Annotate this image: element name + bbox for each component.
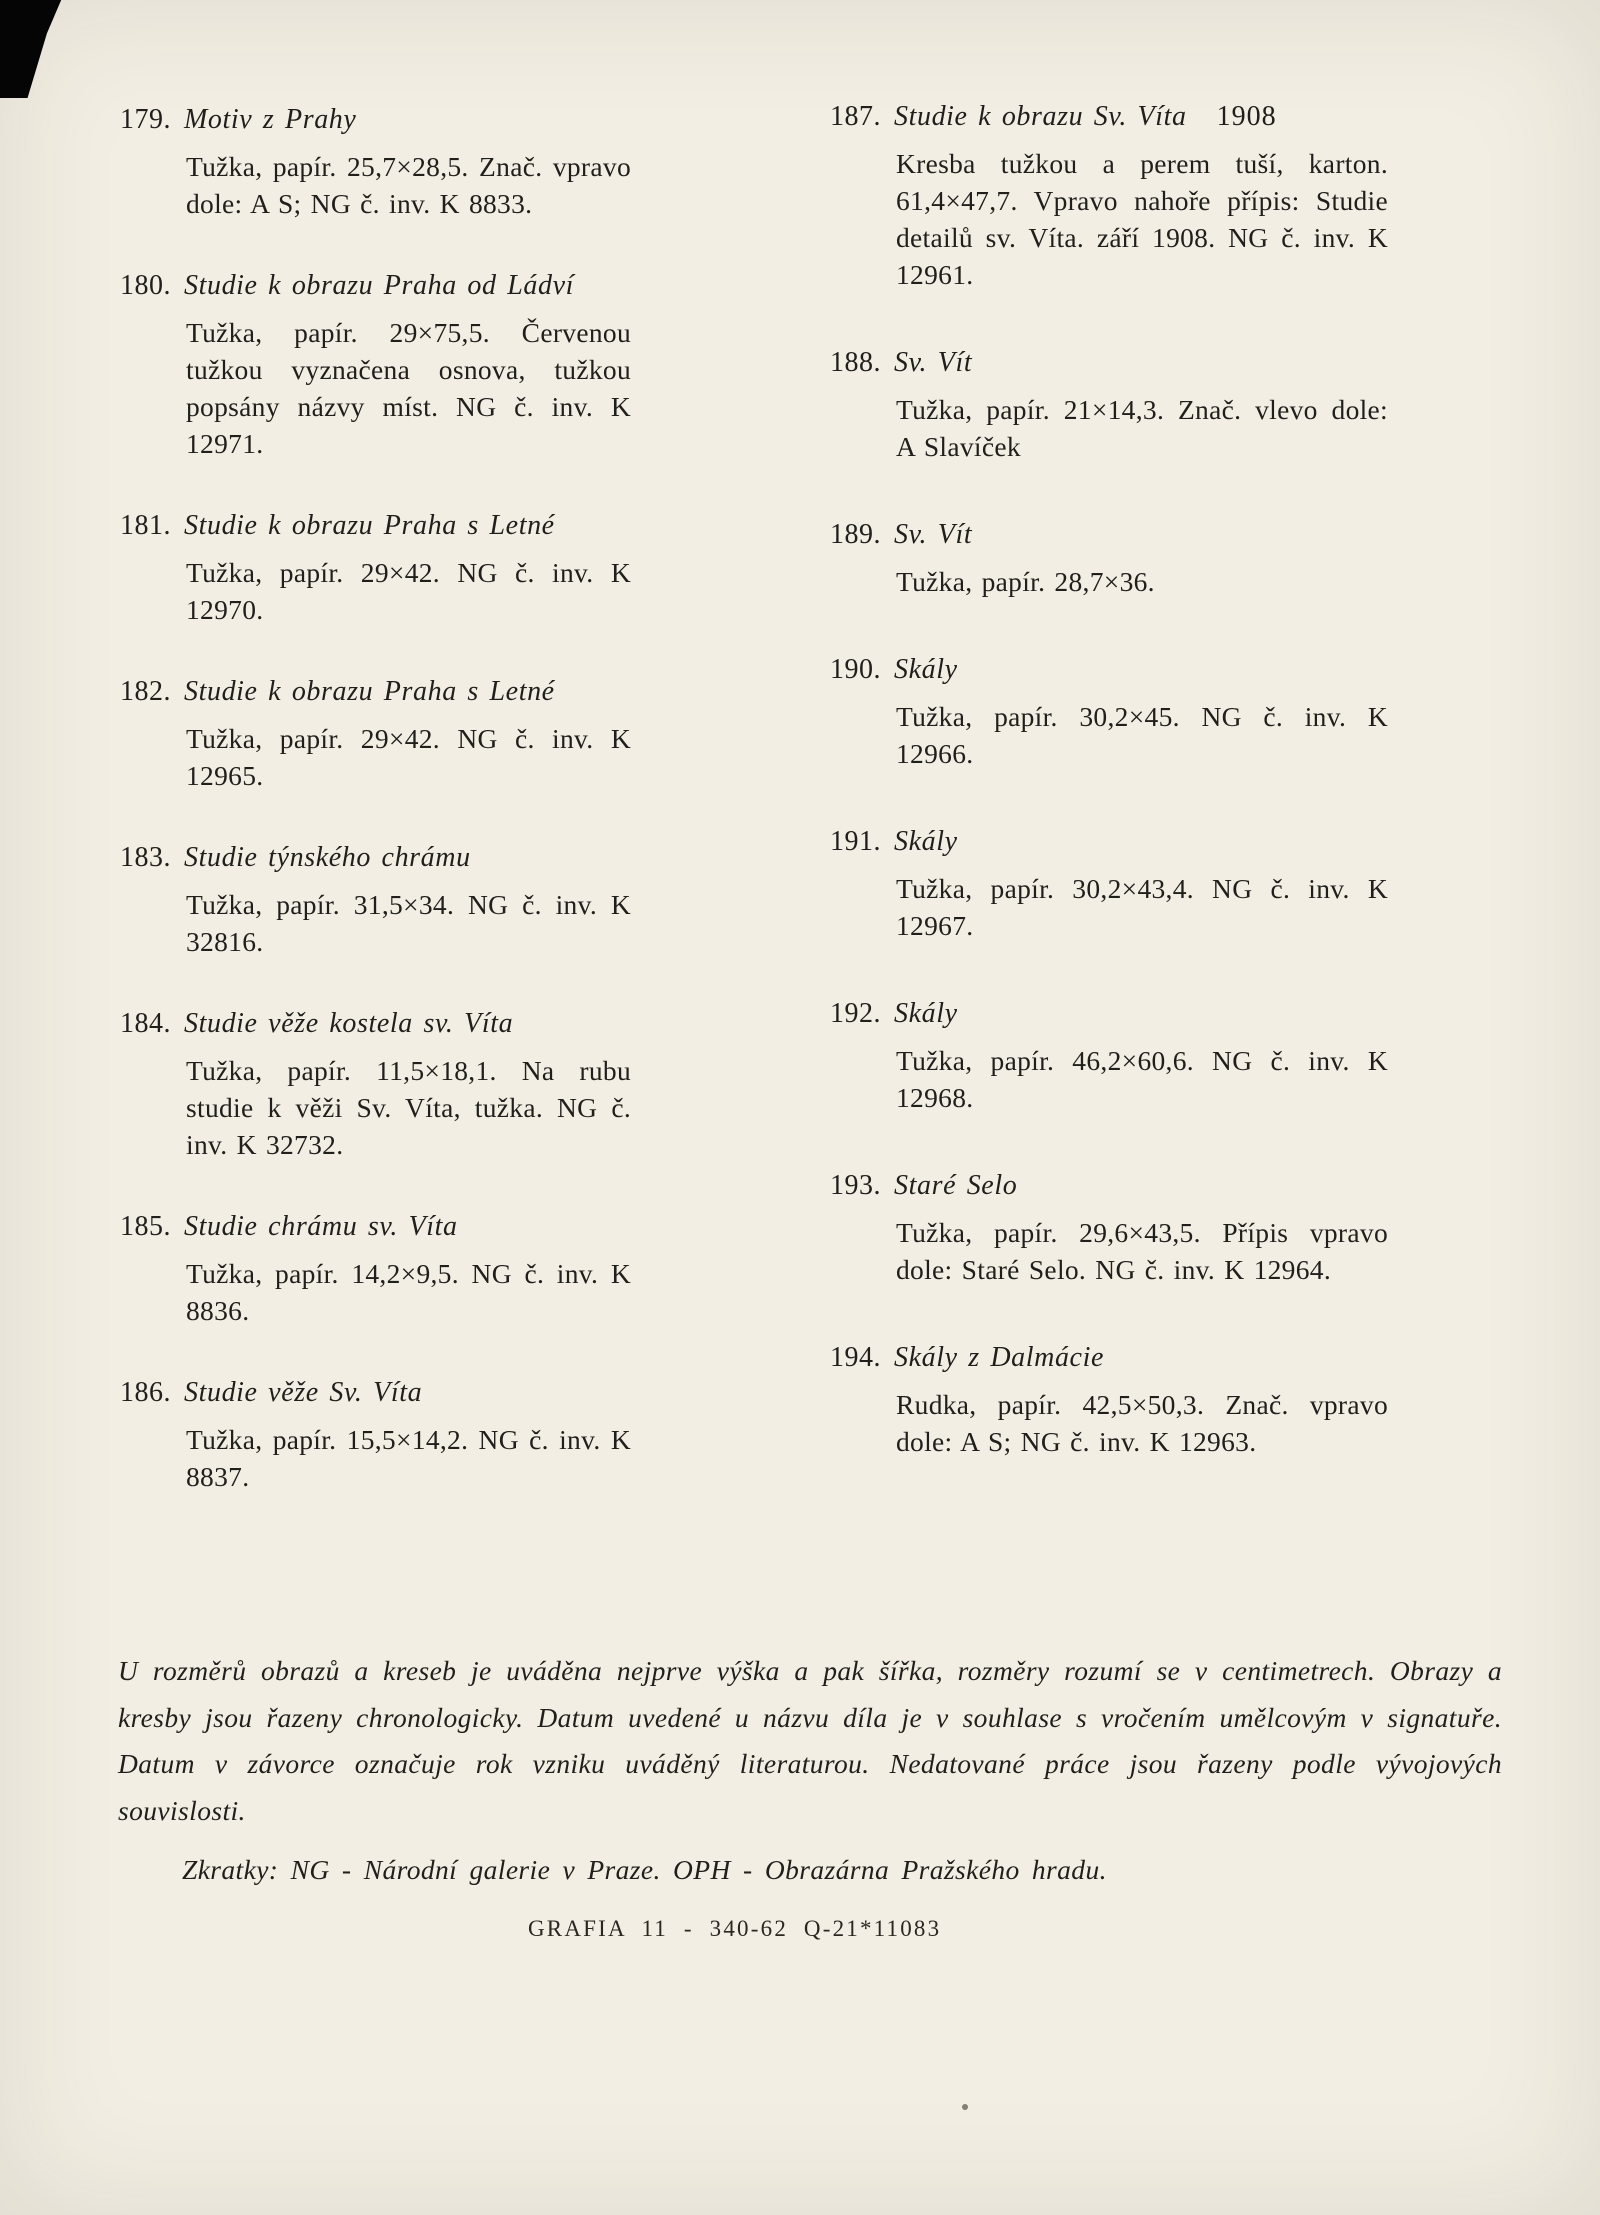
footnote	[118, 1648, 1502, 1890]
footnote-abbreviations: Zkratky: NG - Národní galerie v Praze. OPH - Obrazárna Pražského hradu.	[182, 1854, 1107, 1885]
printer-imprint: GRAFIA 11 - 340-62 Q-21*11083	[528, 1916, 942, 1941]
entry-body: Tužka, papír. 29×42. NG č. inv. K 12965.	[186, 723, 631, 791]
entry-number: 179.	[120, 104, 171, 135]
entry-body: Tužka, papír. 14,2×9,5. NG č. inv. K 8836.	[186, 1258, 631, 1326]
catalog-entry	[120, 103, 740, 222]
catalog-entry	[830, 653, 1445, 772]
entry-heading	[830, 825, 1445, 859]
entry-body: Rudka, papír. 42,5×50,3. Znač. vpravo dole: A S; NG č. inv. K 12963.	[896, 1389, 1388, 1457]
entry-title: Sv. Vít	[894, 347, 973, 378]
catalog-entry	[120, 1210, 740, 1329]
entry-heading	[120, 1007, 740, 1041]
entry-body: Tužka, papír. 11,5×18,1. Na rubu studie k věži Sv. Víta, tužka. NG č. inv. K 32732.	[186, 1055, 631, 1160]
catalog-entry	[120, 1376, 740, 1495]
entry-year: 1908	[1216, 101, 1277, 132]
entry-body: Tužka, papír. 30,2×45. NG č. inv. K 12966.	[896, 701, 1388, 769]
entry-heading	[120, 103, 740, 137]
catalog-entry	[830, 518, 1445, 600]
entry-body: Kresba tužkou a perem tuší, karton. 61,4×47,7. Vpravo nahoře přípis: Studie detailů sv. Víta. září 1908. NG č. inv. K 12961.	[896, 148, 1388, 290]
entry-title: Studie věže kostela sv. Víta	[184, 1008, 514, 1039]
entry-heading	[830, 1341, 1445, 1375]
catalog-entry	[830, 997, 1445, 1116]
entry-heading	[120, 1376, 740, 1410]
right-column	[830, 100, 1445, 1513]
catalog-entry	[120, 509, 740, 628]
entry-title: Skály z Dalmácie	[894, 1342, 1104, 1373]
catalog-entry	[830, 1169, 1445, 1288]
entry-title: Skály	[894, 654, 958, 685]
entry-body: Tužka, papír. 29×75,5. Červenou tužkou vyznačena osnova, tužkou popsány názvy míst. NG č. inv. K 12971.	[186, 317, 631, 459]
entry-title: Studie k obrazu Sv. Víta	[894, 101, 1187, 132]
entry-heading	[830, 100, 1445, 134]
catalog-entry	[830, 825, 1445, 944]
entry-title: Studie chrámu sv. Víta	[184, 1211, 458, 1242]
entry-number: 185.	[120, 1211, 171, 1242]
entry-number: 194.	[830, 1342, 881, 1373]
footnote-paragraph: U rozměrů obrazů a kreseb je uváděna nejprve výška a pak šířka, rozměry rozumí se v centimetrech. Obrazy a kresby jsou řazeny chronologicky. Datum uvedené u názvu díla je v souhlase s vročením umělcovým v signatuře. Datum v závorce označuje rok vzniku uváděný literaturou. Nedatované práce jsou řazeny podle vývojových souvislosti.	[118, 1655, 1502, 1826]
entry-title: Motiv z Prahy	[184, 104, 357, 135]
entry-title: Skály	[894, 998, 958, 1029]
catalog-entry	[830, 1341, 1445, 1460]
entry-heading	[120, 1210, 740, 1244]
entry-body: Tužka, papír. 30,2×43,4. NG č. inv. K 12967.	[896, 873, 1388, 941]
entry-body: Tužka, papír. 29,6×43,5. Přípis vpravo dole: Staré Selo. NG č. inv. K 12964.	[896, 1217, 1388, 1285]
entry-heading	[830, 1169, 1445, 1203]
entry-number: 187.	[830, 101, 881, 132]
entry-title: Studie věže Sv. Víta	[184, 1377, 423, 1408]
catalog-entry	[120, 269, 740, 462]
catalog-entry	[120, 1007, 740, 1163]
catalog-entry	[830, 346, 1445, 465]
entry-heading	[120, 509, 740, 543]
entry-heading	[830, 518, 1445, 552]
entry-heading	[120, 675, 740, 709]
left-column	[120, 103, 740, 1542]
entry-body: Tužka, papír. 28,7×36.	[896, 566, 1155, 597]
entry-number: 180.	[120, 270, 171, 301]
scan-corner-artifact	[0, 0, 102, 98]
entry-heading	[120, 269, 740, 303]
entry-number: 182.	[120, 676, 171, 707]
entry-body: Tužka, papír. 25,7×28,5. Znač. vpravo dole: A S; NG č. inv. K 8833.	[186, 151, 631, 219]
entry-title: Studie týnského chrámu	[184, 842, 471, 873]
entry-title: Skály	[894, 826, 958, 857]
scan-speck	[962, 2104, 968, 2110]
entry-number: 193.	[830, 1170, 881, 1201]
entry-body: Tužka, papír. 46,2×60,6. NG č. inv. K 12968.	[896, 1045, 1388, 1113]
entry-number: 192.	[830, 998, 881, 1029]
entry-title: Studie k obrazu Praha s Letné	[184, 676, 555, 707]
entry-number: 186.	[120, 1377, 171, 1408]
entry-number: 190.	[830, 654, 881, 685]
entry-number: 184.	[120, 1008, 171, 1039]
catalog-entry	[120, 841, 740, 960]
entry-title: Staré Selo	[894, 1170, 1018, 1201]
entry-body: Tužka, papír. 15,5×14,2. NG č. inv. K 8837.	[186, 1424, 631, 1492]
entry-body: Tužka, papír. 31,5×34. NG č. inv. K 32816.	[186, 889, 631, 957]
entry-number: 183.	[120, 842, 171, 873]
entry-title: Studie k obrazu Praha od Ládví	[184, 270, 574, 301]
entry-number: 188.	[830, 347, 881, 378]
catalog-entry	[120, 675, 740, 794]
entry-heading	[120, 841, 740, 875]
entry-title: Studie k obrazu Praha s Letné	[184, 510, 555, 541]
entry-heading	[830, 997, 1445, 1031]
entry-heading	[830, 653, 1445, 687]
entry-number: 181.	[120, 510, 171, 541]
entry-number: 191.	[830, 826, 881, 857]
entry-body: Tužka, papír. 21×14,3. Znač. vlevo dole: A Slavíček	[896, 394, 1388, 462]
entry-number: 189.	[830, 519, 881, 550]
entry-heading	[830, 346, 1445, 380]
entry-body: Tužka, papír. 29×42. NG č. inv. K 12970.	[186, 557, 631, 625]
entry-title: Sv. Vít	[894, 519, 973, 550]
catalog-entry	[830, 100, 1445, 293]
